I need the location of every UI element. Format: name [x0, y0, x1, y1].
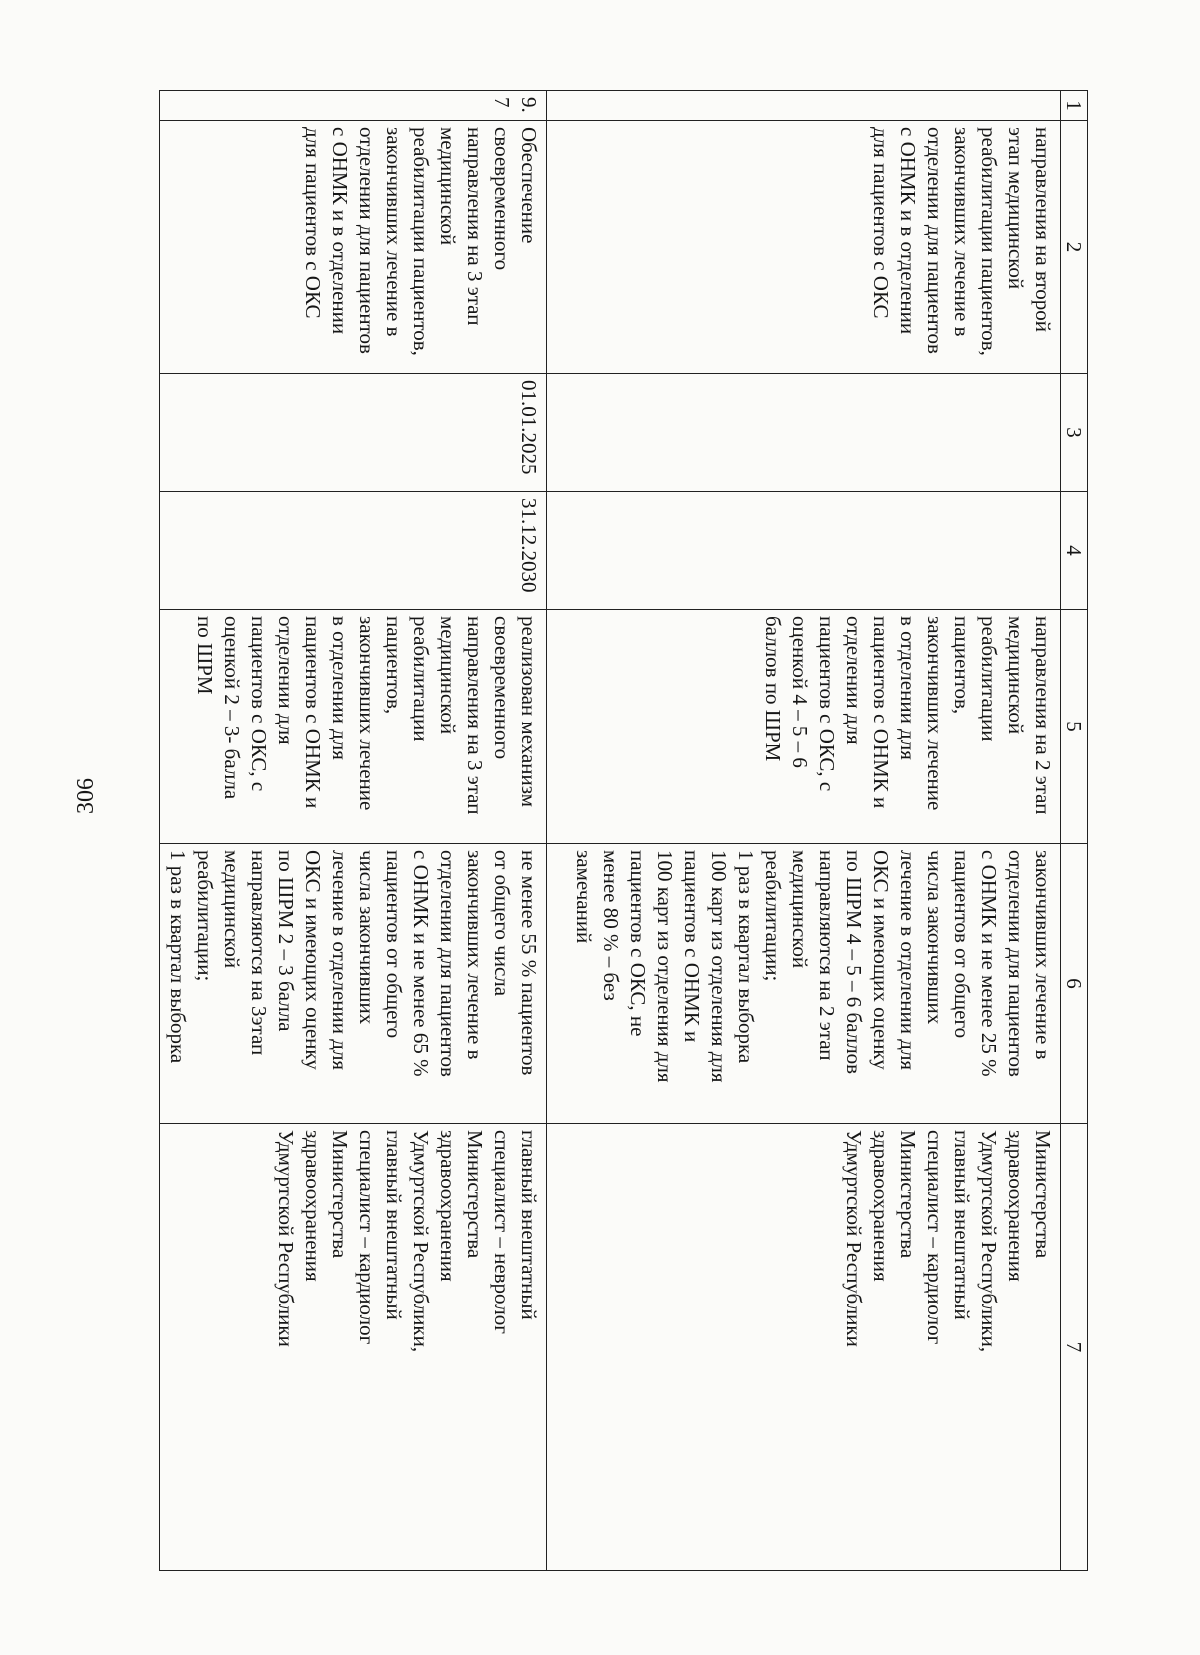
cell-result: реализован механизм своевременного направления на 3 этап медицинской реабилитации пациентов, закончивших лечение в отделении для пациентов с ОНМК и отделении для пациентов с ОКС, с оценкой 2 – 3- балла по ШРМ: [160, 610, 547, 844]
table-row: [547, 91, 1061, 1571]
cell-end-date: [547, 492, 1061, 610]
cell-start-date: [547, 374, 1061, 492]
cell-indicator: не менее 55 % пациентов от общего числа закончивших лечение в отделении для пациентов с ОНМК и не менее 65 % пациентов от общего числа закончивших лечение в отделении для ОКС и имеющих оценку по ШРМ 2 – 3 балла направляются на 3этап медицинской реабилитации; 1 раз в квартал выборка: [160, 844, 547, 1124]
column-header: 4: [1061, 492, 1088, 610]
column-header: 7: [1061, 1124, 1088, 1571]
column-header: 3: [1061, 374, 1088, 492]
cell-measure: направления на второй этап медицинской реабилитации пациентов, закончивших лечение в отделении для пациентов с ОНМК и в отделении для пациентов с ОКС: [547, 121, 1061, 374]
cell-start-date: 01.01.2025: [160, 374, 547, 492]
cell-responsible: главный внештатный специалист – невролог Министерства здравоохранения Удмуртской Республики, главный внештатный специалист – кардиолог Министерства здравоохранения Удмуртской Республики: [160, 1124, 547, 1571]
table-header-row: [1061, 91, 1088, 1571]
page-number: 306: [73, 778, 99, 814]
table-row: [160, 91, 547, 1571]
cell-responsible: Министерства здравоохранения Удмуртской Республики, главный внештатный специалист – кардиолог Министерства здравоохранения Удмуртской Республики: [547, 1124, 1061, 1571]
cell-number: 9.7: [160, 91, 547, 121]
rotated-table-container: [166, 90, 1088, 1570]
cell-indicator: закончивших лечение в отделении для пациентов с ОНМК и не менее 25 % пациентов от общего числа закончивших лечение в отделении для ОКС и имеющих оценку по ШРМ 4 – 5 – 6 баллов направляются на 2 этап медицинской реабилитации; 1 раз в квартал выборка 100 карт из отделения для пациентов с ОНМК и 100 карт из отделения для пациентов с ОКС, не менее 80 % – без замечаний: [547, 844, 1061, 1124]
column-header: 6: [1061, 844, 1088, 1124]
column-header: 2: [1061, 121, 1088, 374]
cell-result: направления на 2 этап медицинской реабилитации пациентов, закончивших лечение в отделении для пациентов с ОНМК и отделении для пациентов с ОКС, с оценкой 4 – 5 – 6 баллов по ШРМ: [547, 610, 1061, 844]
column-header: 1: [1061, 91, 1088, 121]
column-header: 5: [1061, 610, 1088, 844]
cell-end-date: 31.12.2030: [160, 492, 547, 610]
cell-number: [547, 91, 1061, 121]
measures-table: [159, 90, 1088, 1571]
cell-measure: Обеспечение своевременного направления на 3 этап медицинской реабилитации пациентов, закончивших лечение в отделении для пациентов с ОНМК и в отделении для пациентов с ОКС: [160, 121, 547, 374]
